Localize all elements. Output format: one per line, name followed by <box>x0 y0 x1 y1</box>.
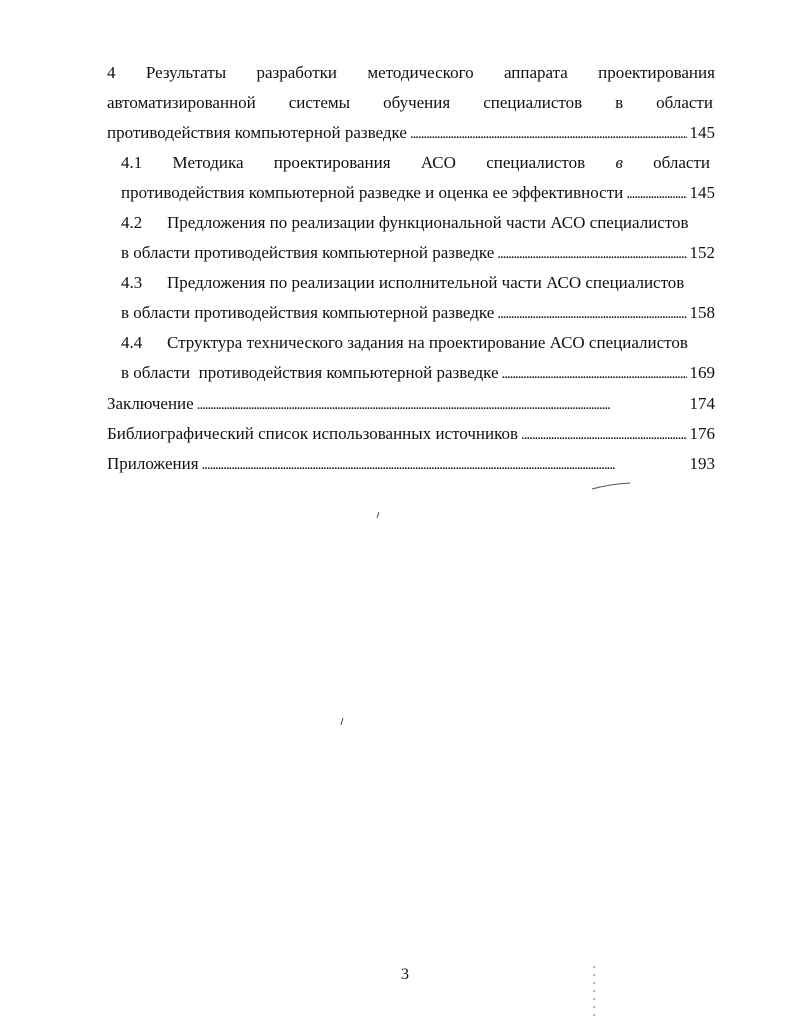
toc-word: Результаты <box>145 63 227 82</box>
toc-chapter-4-line-2 <box>107 92 713 114</box>
toc-section-4-2-line-2[interactable] <box>121 242 715 265</box>
toc-section-number: 4.2 <box>121 213 143 232</box>
scan-artifact-tick <box>338 716 346 728</box>
toc-word: обучения <box>383 93 451 112</box>
scan-artifact-dotted-line <box>592 966 596 1022</box>
toc-word: системы <box>288 93 351 112</box>
toc-leader-dots <box>497 302 686 325</box>
page-number: 3 <box>401 966 409 983</box>
toc-entry-title: Предложения по реализации функциональной части АСО специалистов <box>167 213 689 232</box>
toc-section-4-3-line-2[interactable] <box>121 302 715 325</box>
toc-word: области <box>656 93 713 112</box>
toc-entry-title: Предложения по реализации исполнительной части АСО специалистов <box>167 273 685 292</box>
toc-entry-title: Структура технического задания на проектирование АСО специалистов <box>167 333 688 352</box>
toc-page-number: 176 <box>689 424 715 443</box>
toc-leader-dots <box>497 242 686 265</box>
toc-appendices[interactable] <box>107 453 715 476</box>
toc-word: области <box>653 153 710 172</box>
toc-section-4-2-line-1 <box>121 212 689 234</box>
toc-entry-title: в области противодействия компьютерной разведке <box>121 363 499 382</box>
toc-page-number: 145 <box>689 183 715 202</box>
toc-word: проектирования <box>273 153 391 172</box>
toc-page-number: 158 <box>689 303 715 322</box>
toc-word: автоматизированной <box>107 93 256 112</box>
toc-entry-title: Приложения <box>107 454 199 473</box>
toc-section-4-1-line-1 <box>121 152 710 174</box>
toc-leader-dots <box>521 423 686 446</box>
toc-entry-title: Заключение <box>107 394 194 413</box>
toc-entry-title: противодействия компьютерной разведке и оценка ее эффективности <box>121 183 624 202</box>
toc-word: методического <box>367 63 474 82</box>
toc-entry-title: в области противодействия компьютерной разведке <box>121 243 495 262</box>
toc-leader-dots <box>202 453 687 476</box>
toc-word: Методика <box>172 153 244 172</box>
toc-section-number: 4.1 <box>121 153 143 172</box>
toc-word: специалистов <box>483 93 583 112</box>
toc-entry-title: противодействия компьютерной разведке <box>107 123 407 142</box>
scan-artifact-stroke <box>590 478 634 492</box>
toc-word: в <box>615 153 623 172</box>
toc-leader-dots <box>626 182 686 205</box>
toc-page-number: 145 <box>689 123 715 142</box>
toc-page-number: 174 <box>689 394 715 413</box>
toc-word: АСО <box>420 153 456 172</box>
scan-artifact-tick <box>374 510 382 520</box>
toc-leader-dots <box>502 362 687 385</box>
toc-chapter-4-number: 4 <box>107 63 116 82</box>
toc-section-4-4-line-2[interactable] <box>121 362 715 385</box>
toc-entry-title: Библиографический список использованных источников <box>107 424 519 443</box>
toc-chapter-4-line-1 <box>107 62 715 84</box>
toc-word: аппарата <box>503 63 568 82</box>
toc-page-number: 193 <box>689 454 715 473</box>
toc-leader-dots <box>197 393 687 416</box>
toc-word: разработки <box>256 63 337 82</box>
toc-chapter-4-line-3[interactable] <box>107 122 715 145</box>
toc-section-number: 4.4 <box>121 333 143 352</box>
toc-page-number: 169 <box>689 363 715 382</box>
toc-section-4-4-line-1 <box>121 332 688 354</box>
toc-word: специалистов <box>486 153 586 172</box>
toc-bibliography[interactable] <box>107 423 715 446</box>
toc-section-4-1-line-2[interactable] <box>121 182 715 205</box>
toc-conclusion[interactable] <box>107 393 715 416</box>
toc-leader-dots <box>410 122 687 145</box>
toc-entry-title: в области противодействия компьютерной разведке <box>121 303 495 322</box>
toc-section-number: 4.3 <box>121 273 143 292</box>
toc-word: в <box>615 93 624 112</box>
toc-word: проектирования <box>598 63 715 82</box>
toc-section-4-3-line-1 <box>121 272 684 294</box>
toc-page-number: 152 <box>689 243 715 262</box>
